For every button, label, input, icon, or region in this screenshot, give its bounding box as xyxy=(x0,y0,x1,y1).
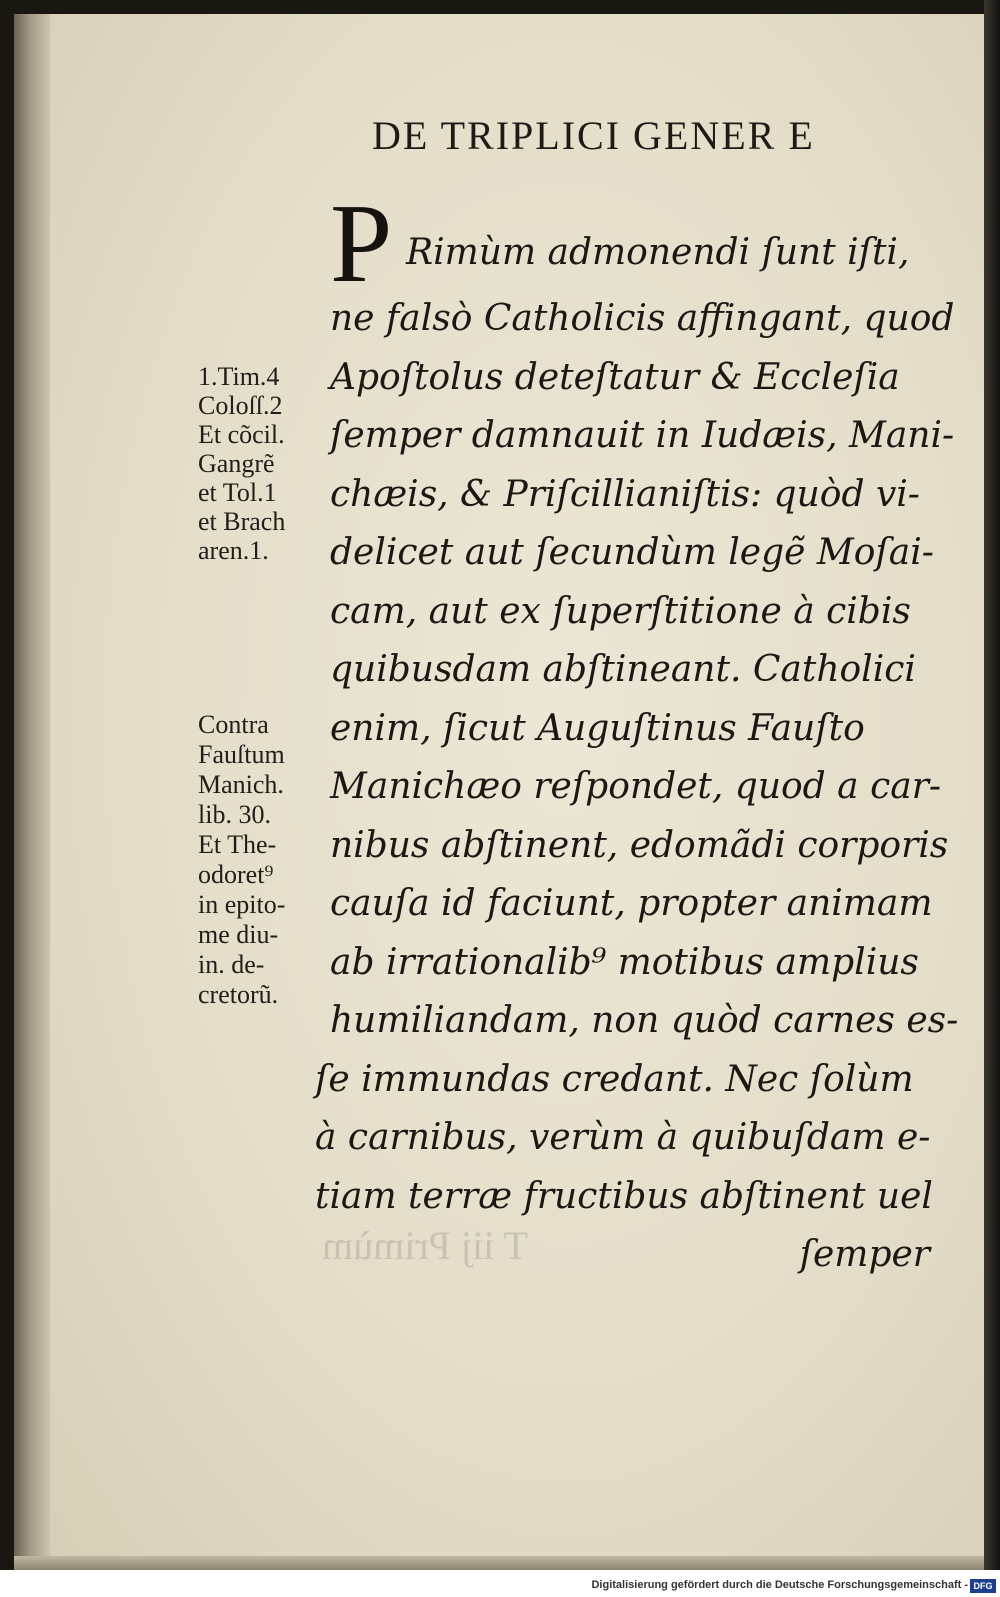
page-bottom-edge xyxy=(14,1556,984,1570)
margin-note-line: Coloſſ.2 xyxy=(198,391,283,420)
margin-note-line: Contra xyxy=(198,710,269,739)
text-line: enim, ſicut Auguſtinus Fauſto xyxy=(330,707,865,749)
margin-note-line: et Tol.1 xyxy=(198,478,277,507)
bleed-through-text: T iij Primùm xyxy=(322,1223,528,1268)
margin-note-line: Fauſtum xyxy=(198,740,285,769)
binding-shadow xyxy=(14,14,54,1570)
margin-note-line: Manich. xyxy=(198,770,284,799)
book-edge-top xyxy=(0,0,1000,14)
text-line: chæis, & Priſcillianiſtis: quòd vi- xyxy=(330,473,920,515)
text-line: ſemper damnauit in Iudæis, Mani- xyxy=(330,415,955,456)
text-line: cam, aut ex ſuperſtitione à cibis xyxy=(330,590,911,632)
drop-capital: P xyxy=(330,182,393,306)
text-line: ſe immundas credant. Nec ſolùm xyxy=(315,1058,914,1100)
margin-note-line: in. de- xyxy=(198,950,265,979)
margin-note-line: cretorũ. xyxy=(198,980,279,1009)
margin-note-line: lib. 30. xyxy=(198,800,271,829)
margin-note-line: 1.Tim.4 xyxy=(198,362,280,391)
margin-note-line: Gangrẽ xyxy=(198,449,275,478)
text-line: Manichæo reſpondet, quod a car- xyxy=(330,766,942,807)
dfg-logo: DFG xyxy=(970,1579,996,1593)
book-edge-right xyxy=(984,0,1000,1570)
first-text-line: Rimùm admonendi ſunt iſti, xyxy=(406,232,910,273)
text-line: ab irrationalib⁹ motibus amplius xyxy=(330,941,919,983)
text-line: humiliandam, non quòd carnes es- xyxy=(330,1000,959,1041)
margin-note-line: odoret⁹ xyxy=(198,860,274,889)
main-text-block xyxy=(315,290,959,1285)
margin-note-group-2 xyxy=(198,710,330,1010)
text-line: tiam terræ fructibus abſtinent uel xyxy=(315,1175,933,1217)
text-line: à carnibus, verùm à quibuſdam e- xyxy=(315,1117,931,1158)
margin-note-line: Et The- xyxy=(198,830,277,859)
text-line: delicet aut ſecundùm legẽ Moſai- xyxy=(330,532,934,573)
text-line: nibus abſtinent, edomãdi corporis xyxy=(330,824,949,866)
margin-note-line: Et cõcil. xyxy=(198,420,285,449)
catchword: ſemper xyxy=(799,1234,930,1275)
footer-credit: Digitalisierung gefördert durch die Deutsche Forschungsgemeinschaft - xyxy=(591,1579,968,1591)
text-line: ne falsò Catholicis affingant, quod xyxy=(330,298,955,339)
margin-note-line: et Brach xyxy=(198,507,286,536)
margin-note-line: me diu- xyxy=(198,920,279,949)
footer-bar xyxy=(0,1576,1000,1597)
text-line: Apoſtolus deteſtatur & Eccleſia xyxy=(330,356,900,398)
text-line: cauſa id faciunt, propter animam xyxy=(330,883,933,924)
margin-note-group-1 xyxy=(198,362,330,565)
margin-note-line: in epito- xyxy=(198,890,286,919)
text-line: quibusdam abſtineant. Catholici xyxy=(330,649,916,690)
margin-note-line: aren.1. xyxy=(198,536,269,565)
running-header: DE TRIPLICI GENER E xyxy=(372,113,815,158)
book-edge-left xyxy=(0,0,14,1570)
